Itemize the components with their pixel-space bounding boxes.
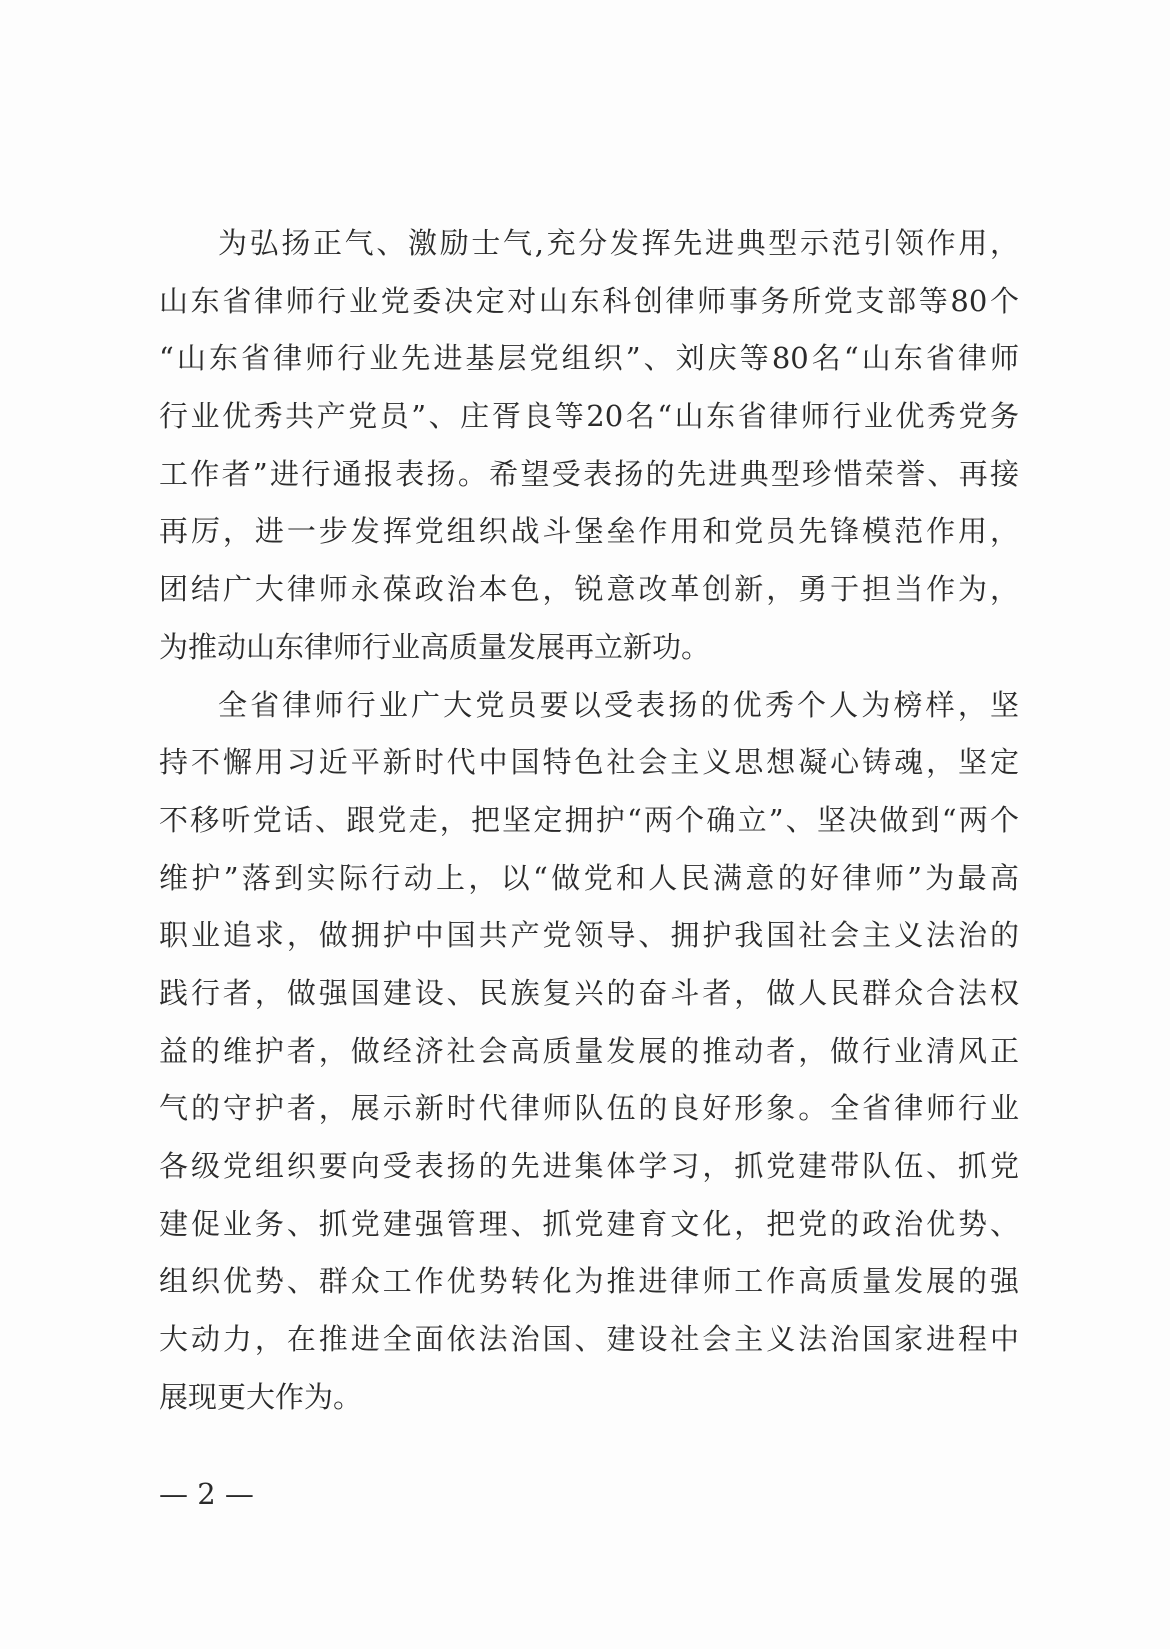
- text-line: 组织优势、群众工作优势转化为推进律师工作高质量发展的强: [159, 1264, 1019, 1299]
- text-line: 团结广大律师永葆政治本色，锐意改革创新，勇于担当作为，: [159, 572, 1019, 607]
- text-line: 工作者”进行通报表扬。希望受表扬的先进典型珍惜荣誉、再接: [159, 456, 1019, 491]
- text-line: 持不懈用习近平新时代中国特色社会主义思想凝心铸魂，坚定: [159, 745, 1019, 780]
- text-line: 再厉，进一步发挥党组织战斗堡垒作用和党员先锋模范作用，: [159, 514, 1019, 549]
- text-line: 全省律师行业广大党员要以受表扬的优秀个人为榜样，坚: [218, 687, 1019, 722]
- text-line: 各级党组织要向受表扬的先进集体学习，抓党建带队伍、抓党: [159, 1149, 1019, 1183]
- document-body: [159, 215, 1019, 1426]
- text-line: 大动力，在推进全面依法治国、建设社会主义法治国家进程中: [159, 1322, 1019, 1357]
- text-line: 行业优秀共产党员”、庄胥良等20名“山东省律师行业优秀党务: [159, 399, 1019, 434]
- text-line: 践行者，做强国建设、民族复兴的奋斗者，做人民群众合法权: [159, 975, 1019, 1010]
- paragraph-2: [159, 677, 1019, 1427]
- text-line: 为弘扬正气、激励士气,充分发挥先进典型示范引领作用，: [218, 226, 1019, 260]
- text-line: 展现更大作为。: [159, 1379, 363, 1414]
- text-line: 为推动山东律师行业高质量发展再立新功。: [159, 629, 711, 664]
- text-line: 职业追求，做拥护中国共产党领导、拥护我国社会主义法治的: [159, 918, 1019, 953]
- text-line: 气的守护者，展示新时代律师队伍的良好形象。全省律师行业: [159, 1091, 1019, 1126]
- text-line: 建促业务、抓党建强管理、抓党建育文化，把党的政治优势、: [159, 1206, 1019, 1241]
- text-line: 山东省律师行业党委决定对山东科创律师事务所党支部等80个: [159, 283, 1019, 318]
- text-line: 益的维护者，做经济社会高质量发展的推动者，做行业清风正: [159, 1033, 1019, 1068]
- paragraph-1: [159, 215, 1019, 677]
- page-number: — 2 —: [159, 1477, 254, 1511]
- text-line: 不移听党话、跟党走，把坚定拥护“两个确立”、坚决做到“两个: [159, 802, 1019, 837]
- text-line: 维护”落到实际行动上，以“做党和人民满意的好律师”为最高: [159, 860, 1019, 895]
- text-line: “山东省律师行业先进基层党组织”、刘庆等80名“山东省律师: [159, 341, 1019, 376]
